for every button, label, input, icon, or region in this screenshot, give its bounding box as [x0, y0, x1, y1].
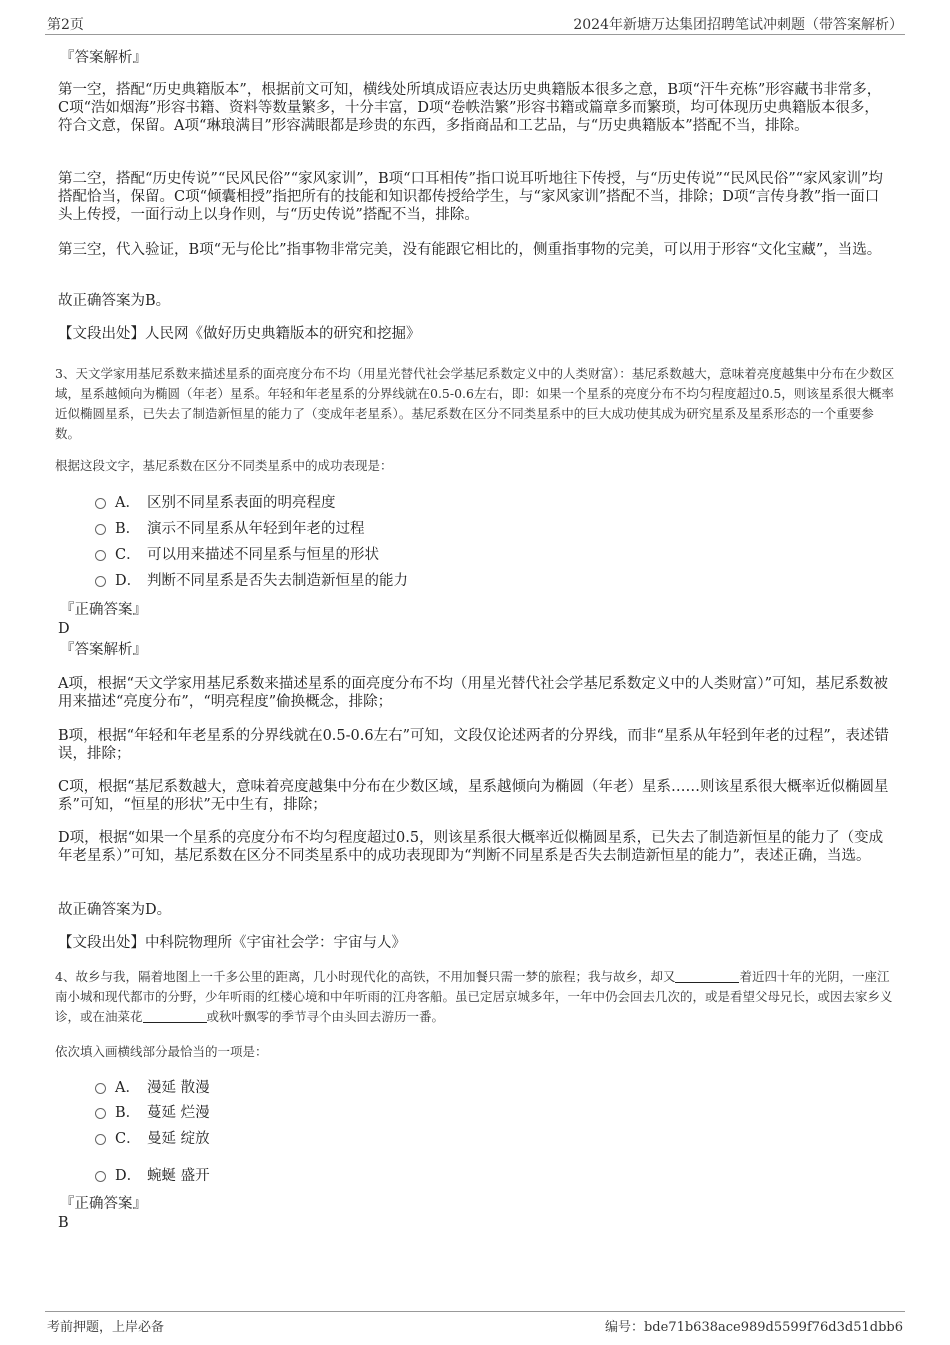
radio-icon[interactable]: [95, 1171, 106, 1182]
q4-option-d[interactable]: D． 蜿蜒 盛开: [95, 1165, 210, 1187]
page-header: [45, 12, 905, 35]
q3-analysis-c: C项，根据“基尼系数越大，意味着亮度越集中分布在少数区域，星系越倾向为椭圆（年老）星系……则该星系很大概率近似椭圆星系”可知，“恒星的形状”无中生有，排除；: [58, 779, 889, 813]
q2-source: 【文段出处】人民网《做好历史典籍版本的研究和挖掘》: [58, 326, 421, 342]
document-code: 编号：bde71b638ace989d5599f76d3d51dbb6: [604, 1320, 903, 1335]
q4-option-a[interactable]: A． 漫延 散漫: [95, 1077, 210, 1099]
radio-icon[interactable]: [95, 576, 106, 587]
q3-option-c[interactable]: C． 可以用来描述不同星系与恒星的形状: [95, 544, 379, 566]
q3-question: 根据这段文字，基尼系数在区分不同类星系中的成功表现是：: [55, 458, 393, 473]
radio-icon[interactable]: [95, 550, 106, 561]
q3-stem: 3、天文学家用基尼系数来描述星系的面亮度分布不均（用星光替代社会学基尼系数定义中的人类财富）：基尼系数越大，意味着亮度越集中分布在少数区域，星系越倾向为椭圆（年老）星系。年轻和年老星系的分界线就在0.5-0.6左右，即：如果一个星系的亮度分布不均匀程度超过0.5，则该星系很大概率近似椭圆星系，已失去了制造新恒星的能力了（变成年老星系）。基尼系数在区分不同类星系中的巨大成功使其成为研究星系及星系形态的一个重要参数。: [55, 366, 895, 441]
radio-icon[interactable]: [95, 1083, 106, 1094]
q2-analysis-para-2: 第二空，搭配“历史传说”“民风民俗”“家风家训”，B项“口耳相传”指口说耳听地往下传授，与“历史传说”“民风民俗”“家风家训”均搭配恰当，保留。C项“倾囊相授”指把所有的技能和知识都传授给学生，与“家风家训”搭配不当，排除；D项“言传身教”指一面口头上传授，一面行动上以身作则，与“历史传说”搭配不当，排除。: [58, 171, 883, 223]
footer-slogan: 考前押题，上岸必备: [47, 1320, 165, 1335]
fill-blank-2: [143, 1010, 207, 1023]
q3-analysis-d: D项，根据“如果一个星系的亮度分布不均匀程度超过0.5，则该星系很大概率近似椭圆星系，已失去了制造新恒星的能力了（变成年老星系）”可知，基尼系数在区分不同类星系中的成功表现即为“判断不同星系是否失去制造新恒星的能力”，表述正确，当选。: [58, 830, 884, 864]
q2-conclusion: 故正确答案为B。: [58, 293, 171, 309]
q3-analysis-a: A项，根据“天文学家用基尼系数来描述星系的面亮度分布不均（用星光替代社会学基尼系数定义中的人类财富）”可知，基尼系数被用来描述“亮度分布”，“明亮程度”偷换概念，排除；: [58, 676, 889, 710]
page-number: 第2页: [47, 17, 84, 33]
q4-stem: 4、故乡与我，隔着地图上一千多公里的距离，几小时现代化的高铁，不用加餐只需一梦的旅程；我与故乡，却又 着近四十年的光阴，一座江南小城和现代都市的分野，少年听雨的红楼心境和中年听雨的江舟客船。虽已定居京城多年，一年中仍会回去几次的，或是看望父母兄长，或因去家乡义诊，或在油菜花 或秋叶飘零的季节寻个由头回去游历一番。: [55, 969, 893, 1024]
q4-answer-heading: 『正确答案』: [60, 1196, 147, 1212]
q3-option-b[interactable]: B． 演示不同星系从年轻到年老的过程: [95, 518, 365, 540]
q3-analysis-heading: 『答案解析』: [60, 642, 147, 658]
page-footer: [45, 1311, 905, 1336]
q3-option-d[interactable]: D． 判断不同星系是否失去制造新恒星的能力: [95, 570, 408, 592]
q4-option-b[interactable]: B． 蔓延 烂漫: [95, 1102, 210, 1124]
q3-analysis-b: B项，根据“年轻和年老星系的分界线就在0.5-0.6左右”可知，文段仅论述两者的分界线，而非“星系从年轻到年老的过程”，表述错误，排除；: [58, 728, 889, 762]
q3-answer: D: [58, 621, 70, 637]
q2-analysis-para-1: 第一空，搭配“历史典籍版本”，根据前文可知，横线处所填成语应表达历史典籍版本很多之意，B项“汗牛充栋”形容藏书非常多，C项“浩如烟海”形容书籍、资料等数量繁多，十分丰富，D项“卷帙浩繁”形容书籍或篇章多而繁琐，均可体现历史典籍版本很多，符合文意，保留。A项“琳琅满目”形容满眼都是珍贵的东西，多指商品和工艺品，与“历史典籍版本”搭配不当，排除。: [58, 82, 882, 134]
q3-answer-heading: 『正确答案』: [60, 602, 147, 618]
q4-question: 依次填入画横线部分最恰当的一项是：: [55, 1044, 268, 1059]
q3-option-a[interactable]: A． 区别不同星系表面的明亮程度: [95, 492, 336, 514]
radio-icon[interactable]: [95, 498, 106, 509]
q4-answer: B: [58, 1215, 69, 1231]
document-title: 2024年新塘万达集团招聘笔试冲刺题（带答案解析）: [573, 17, 903, 33]
radio-icon[interactable]: [95, 524, 106, 535]
q2-analysis-para-3: 第三空，代入验证，B项“无与伦比”指事物非常完美，没有能跟它相比的，侧重指事物的完美，可以用于形容“文化宝藏”，当选。: [58, 242, 882, 258]
q4-option-c[interactable]: C． 曼延 绽放: [95, 1128, 210, 1150]
radio-icon[interactable]: [95, 1134, 106, 1145]
q3-source: 【文段出处】中科院物理所《宇宙社会学：宇宙与人》: [58, 935, 406, 951]
q3-conclusion: 故正确答案为D。: [58, 902, 172, 918]
q2-analysis-heading: 『答案解析』: [60, 50, 147, 66]
radio-icon[interactable]: [95, 1108, 106, 1119]
fill-blank-1: [675, 970, 739, 983]
